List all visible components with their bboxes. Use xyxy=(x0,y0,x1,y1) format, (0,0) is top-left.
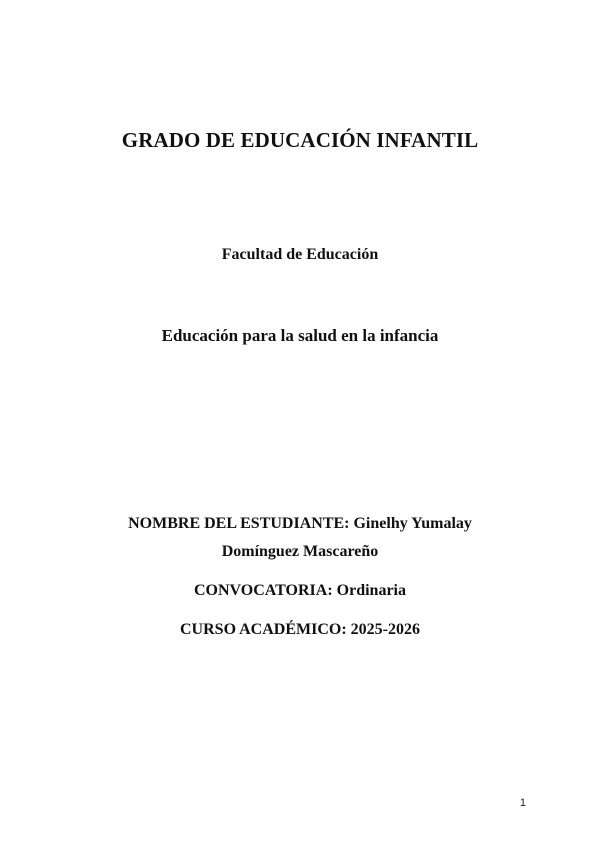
degree-title: GRADO DE EDUCACIÓN INFANTIL xyxy=(121,128,479,152)
student-name-first: Ginelhy Yumalay xyxy=(353,515,472,532)
convocatoria-line xyxy=(0,582,600,600)
curso-value: 2025-2026 xyxy=(350,621,420,638)
page-number: 1 xyxy=(519,797,526,809)
curso-label: CURSO ACADÉMICO: xyxy=(180,621,347,638)
student-name-second: Domínguez Mascareño xyxy=(221,543,379,560)
convocatoria-value: Ordinaria xyxy=(336,582,406,599)
subject-title: Educación para la salud en la infancia xyxy=(161,326,439,345)
convocatoria-label: CONVOCATORIA: xyxy=(194,582,333,599)
student-line xyxy=(0,515,600,533)
faculty-name: Facultad de Educación xyxy=(221,246,379,263)
student-label: NOMBRE DEL ESTUDIANTE: xyxy=(128,515,350,532)
curso-line xyxy=(0,621,600,639)
